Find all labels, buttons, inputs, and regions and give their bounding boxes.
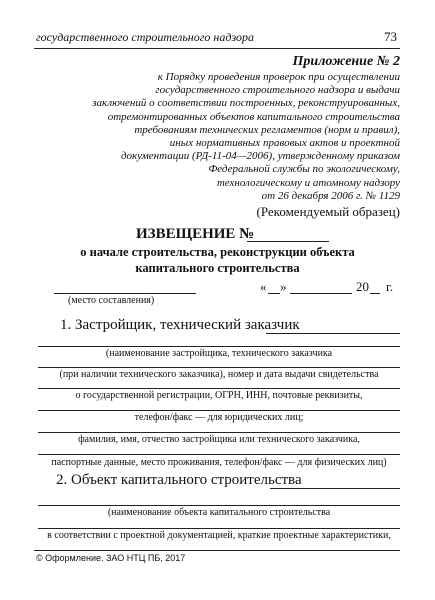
section1-blank [266, 333, 400, 334]
fill-line [38, 432, 400, 433]
quote-open: « [260, 279, 267, 294]
appendix-title: Приложение № 2 [292, 54, 400, 69]
appendix-line: заключений о соответствии построенных, реконструированных, [92, 97, 400, 110]
fill-line [38, 346, 400, 347]
section2-caption: (наименование объекта капитального строительства [107, 507, 331, 518]
footer-copyright: © Оформление. ЗАО НТЦ ПБ, 2017 [36, 553, 186, 563]
appendix-line: технологическому и атомному надзору [216, 176, 400, 189]
place-blank [54, 293, 196, 294]
section1-caption: (наименование застройщика, технического заказчика [105, 348, 333, 359]
running-title: государственного строительного надзора [36, 30, 254, 44]
appendix-line: отремонтированных объектов капитального строительства [107, 110, 400, 123]
fill-line [38, 528, 400, 529]
section1-caption: телефон/факс — для юридических лиц; [134, 412, 304, 423]
year-suffix: г. [386, 279, 394, 294]
header-rule [34, 48, 400, 49]
appendix-line: требованиям технических регламентов (норм и правил), [134, 123, 400, 136]
section1-caption: фамилия, имя, отчество застройщика или технического заказчика, [78, 434, 360, 445]
section2-heading: 2. Объект капитального строительства [56, 472, 302, 488]
month-blank [290, 293, 352, 294]
fill-line [38, 410, 400, 411]
fill-line [38, 454, 400, 455]
quote-close: » [280, 279, 287, 294]
year-prefix: 20 [356, 279, 369, 294]
section1-caption: (при наличии технического заказчика), номер и дата выдачи свидетельства [59, 369, 379, 380]
fill-line [38, 367, 400, 368]
section1-caption: о государственной регистрации, ОГРН, ИНН, почтовые реквизиты, [75, 390, 363, 401]
notice-subtitle-1: о начале строительства, реконструкции объекта [80, 245, 355, 259]
notice-subtitle-2: капитального строительства [135, 261, 300, 275]
place-caption: (место составления) [68, 295, 155, 306]
section1-caption: паспортные данные, место проживания, телефон/факс — для физических лиц) [51, 457, 387, 468]
appendix-line: к Порядку проведения проверок при осуществлении [157, 71, 400, 83]
page-number: 73 [384, 29, 397, 44]
appendix-line: документации (РД-11-04—2006), утвержденному приказом [120, 150, 400, 163]
year-blank [370, 293, 380, 294]
day-blank [268, 293, 280, 294]
fill-line [38, 505, 400, 506]
footer-rule [34, 550, 400, 551]
appendix-line: государственного строительного надзора и выдачи [155, 84, 400, 97]
section1-heading: 1. Застройщик, технический заказчик [60, 317, 300, 333]
notice-title: ИЗВЕЩЕНИЕ № [136, 226, 255, 242]
appendix-line: Федеральной службы по экологическому, [208, 163, 400, 176]
appendix-line: от 26 декабря 2006 г. № 1129 [261, 189, 400, 202]
appendix-line: иных нормативных правовых актов и проектной [169, 137, 400, 150]
appendix-text [40, 71, 400, 203]
notice-number-blank [247, 241, 329, 242]
section2-blank [270, 488, 400, 489]
recommended-sample: (Рекомендуемый образец) [256, 204, 400, 219]
fill-line [38, 388, 400, 389]
section2-caption: в соответствии с проектной документацией, краткие проектные характеристики, [47, 530, 391, 541]
